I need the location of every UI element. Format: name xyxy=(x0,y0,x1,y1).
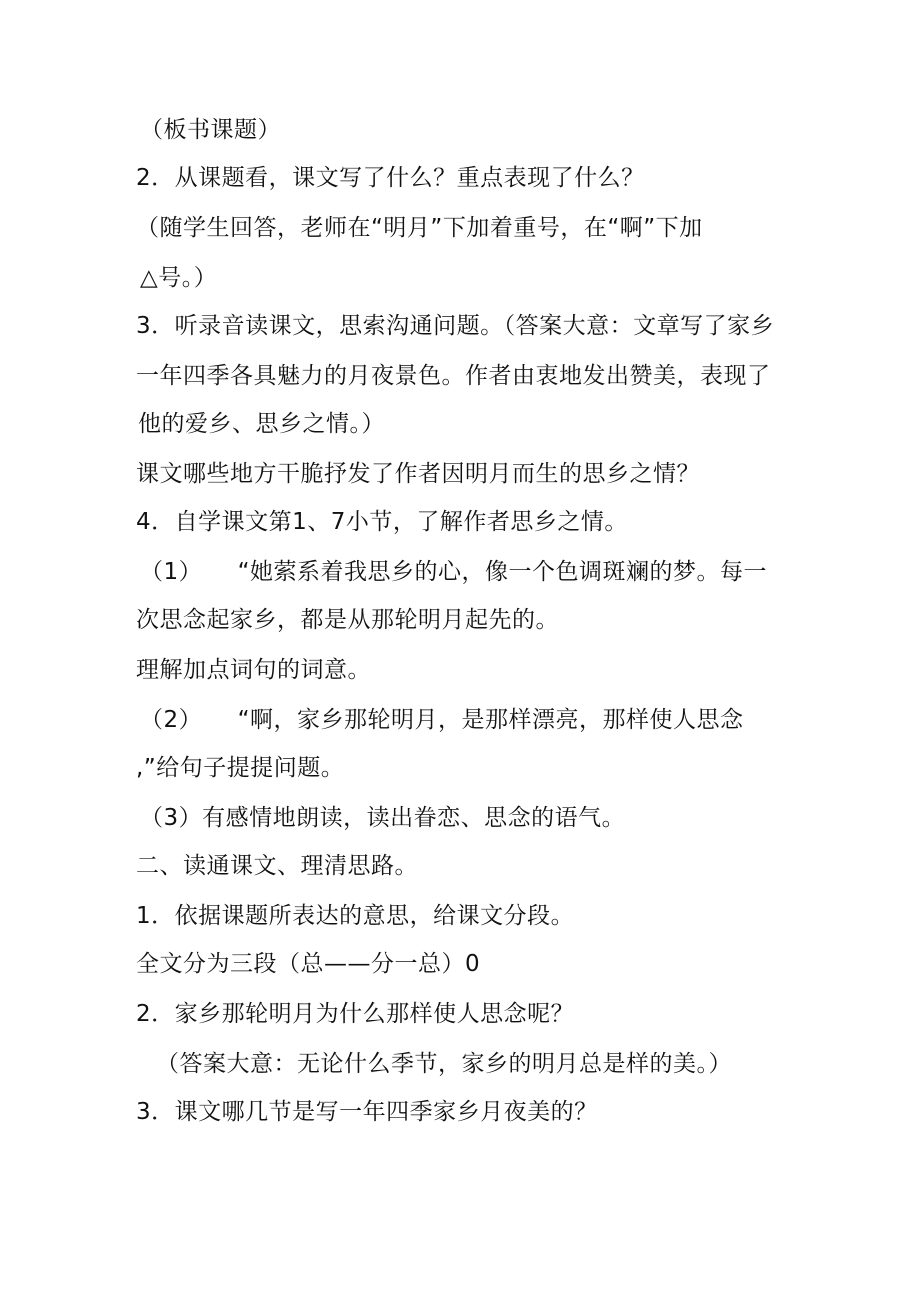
text-line: 次思念起家乡，都是从那轮明月起先的。 xyxy=(136,607,559,633)
text-line: （1） “她萦系着我思乡的心，像一个色调斑斓的梦。每一 xyxy=(140,559,768,585)
text-line: （2） “啊，家乡那轮明月，是那样漂亮，那样使人思念 xyxy=(140,707,744,733)
text-line: 课文哪些地方干脆抒发了作者因明月而生的思乡之情？ xyxy=(136,461,700,487)
text-line: 1．依据课题所表达的意思，给课文分段。 xyxy=(136,903,575,929)
text-line: ,”给句子提提问题。 xyxy=(136,755,345,781)
text-line: 一年四季各具魅力的月夜景色。作者由衷地发出赞美，表现了 xyxy=(136,363,771,389)
text-line: 二、读通课文、理清思路。 xyxy=(136,853,418,879)
text-line: △号。） xyxy=(140,265,218,291)
text-line: 他的爱乡、思乡之情。） xyxy=(138,411,385,437)
text-line: （3）有感情地朗读，读出眷恋、思念的语气。 xyxy=(140,805,626,831)
text-line: 全文分为三段（总——分一总）0 xyxy=(136,951,481,977)
text-line: （随学生回答，老师在“明月”下加着重号，在“啊”下加 xyxy=(136,215,703,241)
text-line: （板书课题） xyxy=(140,117,281,143)
text-line: 3．听录音读课文，思索沟通问题。（答案大意：文章写了家乡 xyxy=(136,313,775,339)
text-line: （答案大意：无论什么季节，家乡的明月总是样的美。） xyxy=(156,1051,732,1077)
text-line: 2．从课题看，课文写了什么？重点表现了什么？ xyxy=(136,165,645,191)
text-line: 理解加点词句的词意。 xyxy=(136,657,371,683)
text-line: 2．家乡那轮明月为什么那样使人思念呢？ xyxy=(136,1001,575,1027)
text-line: 4．自学课文第1、7小节，了解作者思乡之情。 xyxy=(136,509,628,535)
text-line: 3．课文哪几节是写一年四季家乡月夜美的？ xyxy=(136,1099,598,1125)
